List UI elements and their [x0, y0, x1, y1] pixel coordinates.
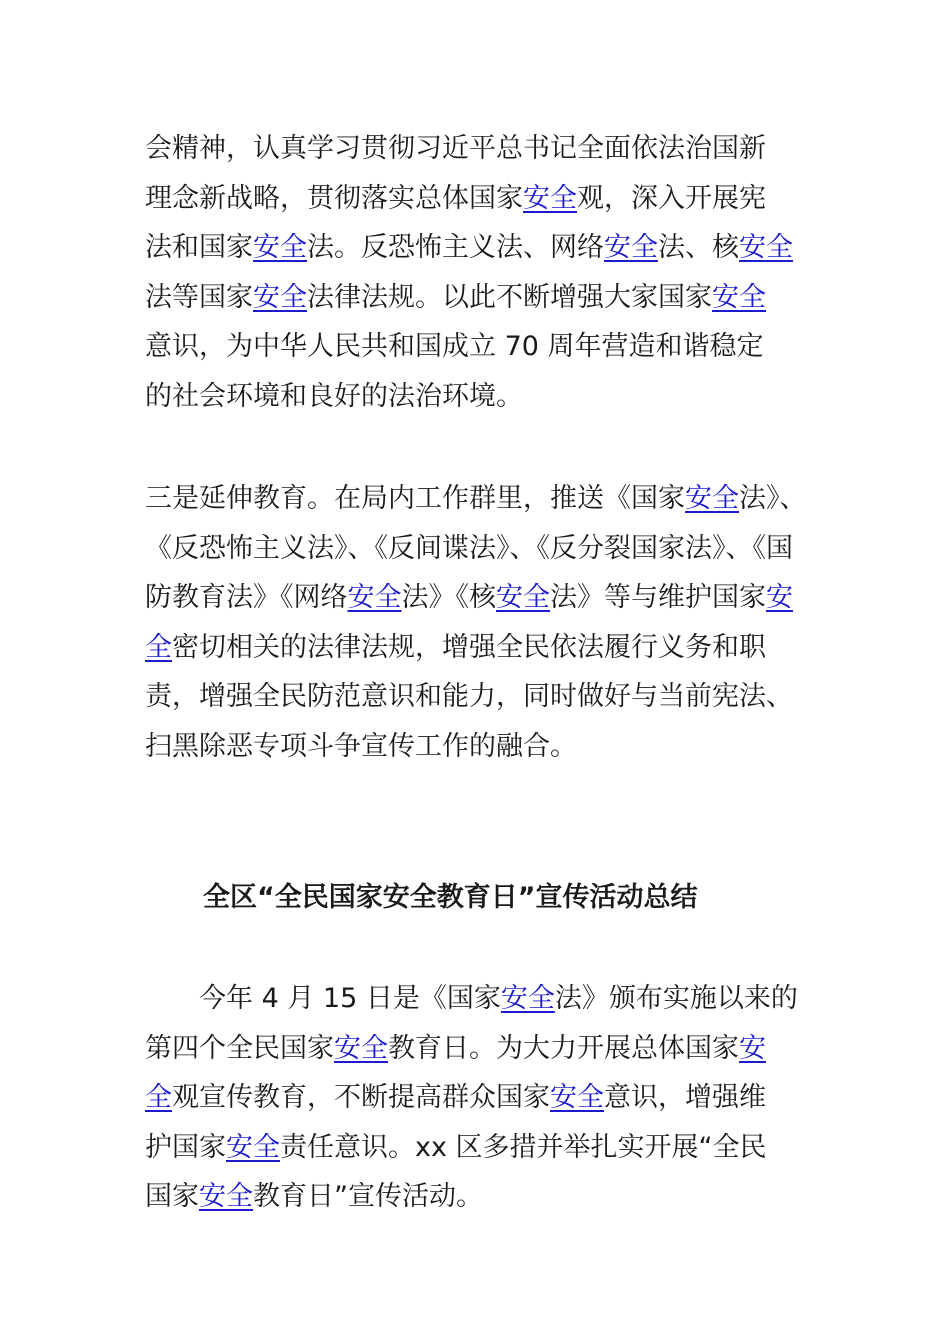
text-segment: 观，深入开展宪	[577, 182, 766, 214]
text-segment: 防教育法》《网络	[145, 582, 348, 613]
paragraph-education-day-summary	[145, 974, 807, 1222]
text-line	[145, 1073, 807, 1123]
text-line	[145, 372, 807, 422]
text-segment: 第四个全民国家	[145, 1032, 334, 1064]
text-line	[145, 1123, 807, 1173]
keyword-link-anquan[interactable]: 安全	[712, 281, 766, 313]
text-segment: 扫黑除恶专项斗争宣传工作的融合。	[145, 730, 577, 762]
text-line	[145, 223, 807, 273]
text-segment: 法和国家	[145, 232, 253, 263]
keyword-link-anquan[interactable]: 安全	[253, 232, 307, 263]
paragraph-national-security-law-study	[145, 124, 807, 421]
keyword-link-anquan[interactable]: 安全	[739, 232, 793, 263]
keyword-link-anquan[interactable]: 全	[145, 1082, 172, 1113]
text-line	[145, 623, 807, 673]
keyword-link-anquan[interactable]: 全	[145, 631, 172, 663]
keyword-link-anquan[interactable]: 安全	[550, 1082, 604, 1113]
text-line	[145, 174, 807, 224]
text-segment: 国家	[145, 1181, 199, 1212]
text-segment: 责任意识。xx 区多措并举扎实开展“全民	[280, 1131, 767, 1163]
paragraph-extended-education	[145, 474, 807, 771]
text-segment: 法。反恐怖主义法、网络	[307, 232, 604, 263]
keyword-link-anquan[interactable]: 安全	[604, 232, 658, 263]
keyword-link-anquan[interactable]: 安全	[685, 483, 739, 514]
text-segment: 今年 4 月 15 日是《国家	[145, 983, 501, 1014]
text-segment: 护国家	[145, 1131, 226, 1163]
text-segment: 教育日”宣传活动。	[253, 1181, 483, 1212]
text-segment: 意识，为中华人民共和国成立 70 周年营造和谐稳定	[145, 331, 764, 362]
text-line	[145, 524, 807, 574]
keyword-link-anquan[interactable]: 安	[766, 582, 793, 613]
text-segment: 《反恐怖主义法》、《反间谍法》、《反分裂国家法》、《国	[145, 532, 793, 564]
text-line	[145, 1024, 807, 1074]
text-segment: 的社会环境和良好的法治环境。	[145, 380, 523, 412]
text-segment: 法、核	[658, 232, 739, 263]
text-line	[145, 273, 807, 323]
text-line	[145, 474, 807, 524]
text-segment: 三是延伸教育。在局内工作群里，推送《国家	[145, 483, 685, 514]
text-line	[145, 322, 807, 372]
keyword-link-anquan[interactable]: 安全	[500, 983, 555, 1014]
keyword-link-anquan[interactable]: 安全	[496, 582, 550, 613]
text-segment: 密切相关的法律法规，增强全民依法履行义务和职	[172, 631, 766, 663]
text-segment: 法》等与维护国家	[550, 582, 766, 613]
keyword-link-anquan[interactable]: 安全	[226, 1131, 280, 1163]
text-line	[145, 974, 807, 1024]
keyword-link-anquan[interactable]: 安全	[199, 1181, 253, 1212]
text-segment: 责，增强全民防范意识和能力，同时做好与当前宪法、	[145, 681, 793, 712]
keyword-link-anquan[interactable]: 安全	[253, 281, 307, 313]
text-segment: 法》、	[739, 483, 807, 514]
text-line	[145, 672, 807, 722]
keyword-link-anquan[interactable]: 安全	[334, 1032, 388, 1064]
text-segment: 法等国家	[145, 281, 253, 313]
text-segment: 意识，增强维	[604, 1082, 766, 1113]
text-segment: 观宣传教育，不断提高群众国家	[172, 1082, 550, 1113]
text-segment: 会精神，认真学习贯彻习近平总书记全面依法治国新	[145, 133, 766, 164]
text-line	[145, 124, 807, 174]
text-segment: 教育日。为大力开展总体国家	[388, 1032, 739, 1064]
text-line	[145, 573, 807, 623]
keyword-link-anquan[interactable]: 安	[739, 1032, 766, 1064]
text-line	[145, 1172, 807, 1222]
text-line	[145, 722, 807, 772]
text-segment: 法律法规。以此不断增强大家国家	[307, 281, 712, 313]
keyword-link-anquan[interactable]: 安全	[347, 582, 402, 613]
text-segment: 法》颁布实施以来的	[554, 983, 798, 1014]
keyword-link-anquan[interactable]: 安全	[523, 182, 577, 214]
section-heading: 全区“全民国家安全教育日”宣传活动总结	[203, 882, 698, 913]
text-segment: 法》《核	[401, 582, 496, 613]
text-segment: 理念新战略，贯彻落实总体国家	[145, 182, 523, 214]
